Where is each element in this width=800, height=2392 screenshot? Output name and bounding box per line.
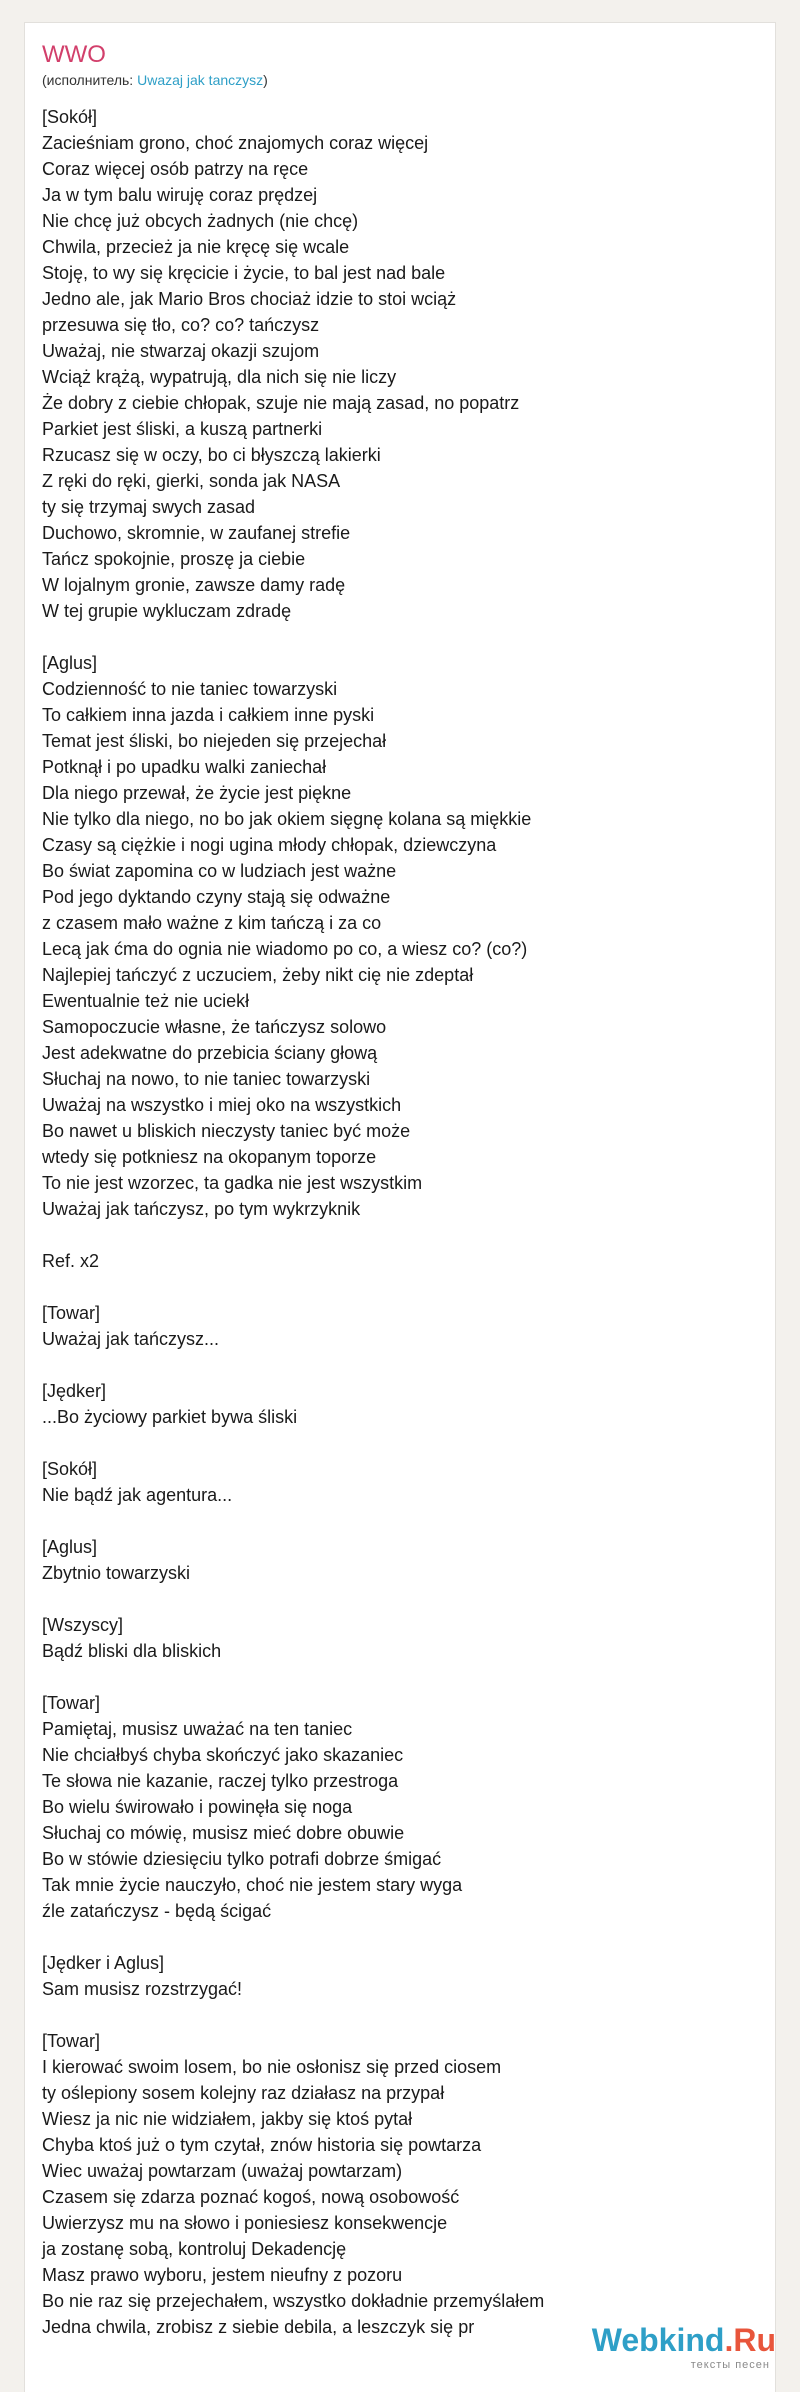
song-title: WWO [42,41,106,68]
lyric-line: Potknął i po upadku walki zaniechał [42,757,327,777]
lyric-line [42,2002,762,2028]
lyric-line: Bo w stówie dziesięciu tylko potrafi dobrze śmigać [42,1849,442,1869]
lyric-line: Pod jego dyktando czyny stają się odważne [42,887,391,907]
lyric-line: wtedy się potkniesz na okopanym toporze [42,1147,377,1167]
lyric-line: Czasem się zdarza poznać kogoś, nową osobowość [42,2187,460,2207]
lyric-line: Codzienność to nie taniec towarzyski [42,679,338,699]
lyric-line: Ewentualnie też nie uciekł [42,991,250,1011]
lyric-line: Dla niego przewał, że życie jest piękne [42,783,352,803]
lyric-line: Tańcz spokojnie, proszę ja ciebie [42,549,306,569]
lyric-line: Sam musisz rozstrzygać! [42,1979,243,1999]
lyric-line [42,1586,762,1612]
lyric-line [42,1508,762,1534]
lyric-line: Z ręki do ręki, gierki, sonda jak NASA [42,471,341,491]
lyric-line: Nie chcę już obcych żadnych (nie chcę) [42,211,359,231]
lyric-line: [Jędker i Aglus] [42,1953,165,1973]
lyric-line: Nie chciałbyś chyba skończyć jako skazaniec [42,1745,404,1765]
lyric-line: [Towar] [42,1303,101,1323]
logo-subtitle: тексты песен [690,2359,770,2371]
lyric-line: [Sokół] [42,1459,98,1479]
lyric-line: ty oślepiony sosem kolejny raz działasz na przypał [42,2083,445,2103]
lyric-line: Uważaj jak tańczysz, po tym wykrzyknik [42,1199,361,1219]
lyric-line: Bo wielu świrowało i powinęła się noga [42,1797,353,1817]
lyric-line [42,1430,762,1456]
lyric-line: Bądź bliski dla bliskich [42,1641,222,1661]
lyric-line: Bo nie raz się przejechałem, wszystko dokładnie przemyślałem [42,2291,545,2311]
lyric-line: [Jędker] [42,1381,107,1401]
lyric-line: [Aglus] [42,1537,98,1557]
lyric-line: Pamiętaj, musisz uważać na ten taniec [42,1719,353,1739]
lyric-line: ty się trzymaj swych zasad [42,497,256,517]
lyric-line: ...Bo życiowy parkiet bywa śliski [42,1407,298,1427]
lyric-line: Samopoczucie własne, że tańczysz solowo [42,1017,387,1037]
performer-line [42,70,268,90]
lyrics-text [42,104,762,2340]
lyric-line: Masz prawo wyboru, jestem nieufny z pozoru [42,2265,403,2285]
lyric-line: Te słowa nie kazanie, raczej tylko przestroga [42,1771,399,1791]
lyric-line: Uważaj, nie stwarzaj okazji szujom [42,341,320,361]
lyric-line: Wiesz ja nic nie widziałem, jakby się ktoś pytał [42,2109,413,2129]
lyric-line: Chwila, przecież ja nie kręcę się wcale [42,237,350,257]
lyric-line: Nie bądź jak agentura... [42,1485,233,1505]
performer-prefix: (исполнитель: [42,72,138,88]
webkind-logo[interactable] [566,2320,776,2376]
lyric-line [42,1274,762,1300]
lyric-line: Zacieśniam grono, choć znajomych coraz więcej [42,133,429,153]
lyric-line: Uważaj jak tańczysz... [42,1329,220,1349]
lyric-line: To całkiem inna jazda i całkiem inne pyski [42,705,375,725]
lyric-line: [Sokół] [42,107,98,127]
lyric-line: Najlepiej tańczyć z uczuciem, żeby nikt cię nie zdeptał [42,965,474,985]
lyric-line: Lecą jak ćma do ognia nie wiadomo po co, a wiesz co? (co?) [42,939,528,959]
lyric-line: Tak mnie życie nauczyło, choć nie jestem stary wyga [42,1875,463,1895]
lyric-line: To nie jest wzorzec, ta gadka nie jest wszystkim [42,1173,423,1193]
logo-domain-suffix: .Ru [724,2322,776,2358]
lyric-line: przesuwa się tło, co? co? tańczysz [42,315,320,335]
lyric-line [42,1352,762,1378]
lyric-line: Rzucasz się w oczy, bo ci błyszczą lakierki [42,445,381,465]
lyric-line: Że dobry z ciebie chłopak, szuje nie mają zasad, no popatrz [42,393,520,413]
lyric-line: Coraz więcej osób patrzy na ręce [42,159,309,179]
lyric-line: Czasy są ciężkie i nogi ugina młody chłopak, dziewczyna [42,835,497,855]
lyric-line: źle zatańczysz - będą ścigać [42,1901,272,1921]
lyric-line: Wiec uważaj powtarzam (uważaj powtarzam) [42,2161,403,2181]
lyric-line: Duchowo, skromnie, w zaufanej strefie [42,523,351,543]
lyric-line: Temat jest śliski, bo niejeden się przejechał [42,731,387,751]
lyric-line: Słuchaj na nowo, to nie taniec towarzyski [42,1069,371,1089]
lyric-line: Ja w tym balu wiruję coraz prędzej [42,185,318,205]
lyric-line: Stoję, to wy się kręcicie i życie, to bal jest nad bale [42,263,446,283]
performer-link[interactable]: Uwazaj jak tanczysz [137,72,264,88]
lyric-line: z czasem mało ważne z kim tańczą i za co [42,913,382,933]
lyric-line: Ref. x2 [42,1251,100,1271]
performer-suffix: ) [263,72,268,88]
logo-main-text: Webkind [591,2322,725,2358]
lyric-line: I kierować swoim losem, bo nie osłonisz się przed ciosem [42,2057,502,2077]
lyric-line: Nie tylko dla niego, no bo jak okiem sięgnę kolana są miękkie [42,809,532,829]
lyric-line: Jest adekwatne do przebicia ściany głową [42,1043,378,1063]
lyric-line: W lojalnym gronie, zawsze damy radę [42,575,346,595]
lyric-line: Jedna chwila, zrobisz z siebie debila, a leszczyk się pr [42,2317,475,2337]
lyric-line: Parkiet jest śliski, a kuszą partnerki [42,419,323,439]
lyric-line: Wciąż krążą, wypatrują, dla nich się nie liczy [42,367,397,387]
lyric-line [42,1924,762,1950]
lyric-line [42,1664,762,1690]
lyric-line [42,1222,762,1248]
lyric-line: Jedno ale, jak Mario Bros chociaż idzie to stoi wciąż [42,289,457,309]
lyric-line: Bo świat zapomina co w ludziach jest ważne [42,861,397,881]
lyric-line: ja zostanę sobą, kontroluj Dekadencję [42,2239,347,2259]
lyric-line: Uważaj na wszystko i miej oko na wszystkich [42,1095,402,1115]
lyric-line: Zbytnio towarzyski [42,1563,191,1583]
lyric-line: [Towar] [42,2031,101,2051]
lyric-line: Słuchaj co mówię, musisz mieć dobre obuwie [42,1823,405,1843]
lyric-line: Chyba ktoś już o tym czytał, znów historia się powtarza [42,2135,482,2155]
lyric-line: Uwierzysz mu na słowo i poniesiesz konsekwencje [42,2213,448,2233]
lyric-line: W tej grupie wykluczam zdradę [42,601,292,621]
lyric-line [42,624,762,650]
lyric-line: [Towar] [42,1693,101,1713]
lyric-line: Bo nawet u bliskich nieczysty taniec być może [42,1121,411,1141]
lyric-line: [Wszyscy] [42,1615,123,1635]
lyric-line: [Aglus] [42,653,98,673]
logo-wordmark [592,2320,776,2360]
